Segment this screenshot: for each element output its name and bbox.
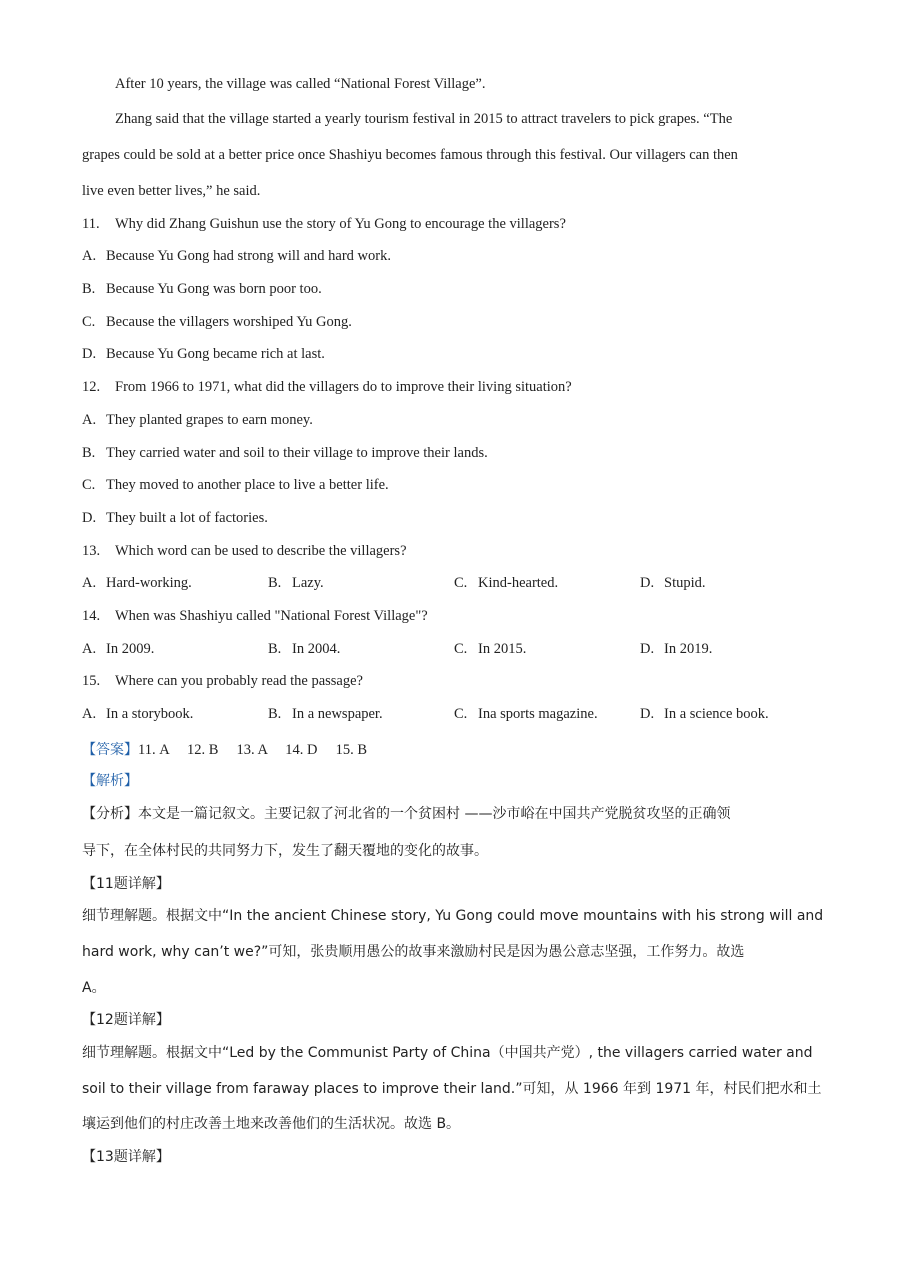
question-text: Where can you probably read the passage? xyxy=(115,673,363,689)
question-11-option-a: A. Because Yu Gong had strong will and hard work. xyxy=(82,248,391,264)
detail-12-line-3: 壤运到他们的村庄改善土地来改善他们的生活状况。故选 B。 xyxy=(82,1116,461,1132)
option-b: B. In a newspaper. xyxy=(268,706,383,722)
question-14-stem xyxy=(82,608,428,625)
option-a: A. Hard-working. xyxy=(82,575,192,591)
question-text: Why did Zhang Guishun use the story of Yu Gong to encourage the villagers? xyxy=(115,216,566,232)
option-b: B. In 2004. xyxy=(268,641,341,657)
question-12-option-c: C. They moved to another place to live a better life. xyxy=(82,477,389,493)
detail-12-heading: 【12题详解】 xyxy=(82,1012,170,1028)
question-number: 14. xyxy=(82,608,101,624)
question-text: When was Shashiyu called "National Forest Village"? xyxy=(115,608,428,624)
option-a: A. In 2009. xyxy=(82,641,155,657)
question-11-option-b: B. Because Yu Gong was born poor too. xyxy=(82,281,322,297)
answer-label: 【答案】 xyxy=(82,742,138,758)
answer-values: 11. A 12. B 13. A 14. D 15. B xyxy=(138,742,368,758)
option-c: C. Kind-hearted. xyxy=(454,575,559,591)
detail-12-line-1: 细节理解题。根据文中“Led by the Communist Party of China（中国共产党）, the villagers carried water and xyxy=(82,1045,813,1061)
passage-paragraph-2-line-1: Zhang said that the village started a yearly tourism festival in 2015 to attract travelers to pick grapes. “The xyxy=(115,111,733,127)
detail-11-line-3: A。 xyxy=(82,980,106,996)
question-number: 15. xyxy=(82,673,101,689)
option-b: B. Lazy. xyxy=(268,575,324,591)
option-c: C. In 2015. xyxy=(454,641,527,657)
detail-12-line-2: soil to their village from faraway places to improve their land.”可知，从 1966 年到 1971 年，村民们把水和土 xyxy=(82,1081,822,1097)
option-d: D. In 2019. xyxy=(640,641,713,657)
question-12-option-a: A. They planted grapes to earn money. xyxy=(82,412,313,428)
question-11-stem xyxy=(82,216,566,233)
question-text: Which word can be used to describe the villagers? xyxy=(115,543,407,559)
question-13-stem xyxy=(82,543,407,560)
question-number: 12. xyxy=(82,379,101,395)
option-d: D. In a science book. xyxy=(640,706,769,722)
question-number: 11. xyxy=(82,216,100,232)
question-number: 13. xyxy=(82,543,101,559)
passage-paragraph-2-line-2: grapes could be sold at a better price once Shashiyu becomes famous through this festival. Our villagers can then xyxy=(82,147,738,163)
question-12-stem xyxy=(82,379,572,396)
detail-11-line-1: 细节理解题。根据文中“In the ancient Chinese story, Yu Gong could move mountains with his strong will and xyxy=(82,908,824,924)
detail-13-heading: 【13题详解】 xyxy=(82,1149,170,1165)
answer-key xyxy=(82,738,367,759)
option-a: A. In a storybook. xyxy=(82,706,194,722)
question-15-stem xyxy=(82,673,363,690)
option-c: C. Ina sports magazine. xyxy=(454,706,598,722)
question-text: From 1966 to 1971, what did the villagers do to improve their living situation? xyxy=(115,379,572,395)
analysis-summary-line-2: 导下，在全体村民的共同努力下，发生了翻天覆地的变化的故事。 xyxy=(82,843,488,859)
question-12-option-d: D. They built a lot of factories. xyxy=(82,510,268,526)
question-11-option-c: C. Because the villagers worshiped Yu Gong. xyxy=(82,314,352,330)
analysis-label: 【解析】 xyxy=(82,773,138,789)
option-d: D. Stupid. xyxy=(640,575,706,591)
detail-11-line-2: hard work, why can’t we?”可知，张贵顺用愚公的故事来激励村民是因为愚公意志坚强，工作努力。故选 xyxy=(82,944,745,960)
passage-paragraph-1: After 10 years, the village was called “National Forest Village”. xyxy=(115,76,486,92)
analysis-summary-line-1: 【分析】本文是一篇记叙文。主要记叙了河北省的一个贫困村 ——沙市峪在中国共产党脱贫攻坚的正确领 xyxy=(82,806,731,822)
passage-paragraph-2-line-3: live even better lives,” he said. xyxy=(82,183,261,199)
question-12-option-b: B. They carried water and soil to their village to improve their lands. xyxy=(82,445,488,461)
question-11-option-d: D. Because Yu Gong became rich at last. xyxy=(82,346,325,362)
detail-11-heading: 【11题详解】 xyxy=(82,876,170,892)
